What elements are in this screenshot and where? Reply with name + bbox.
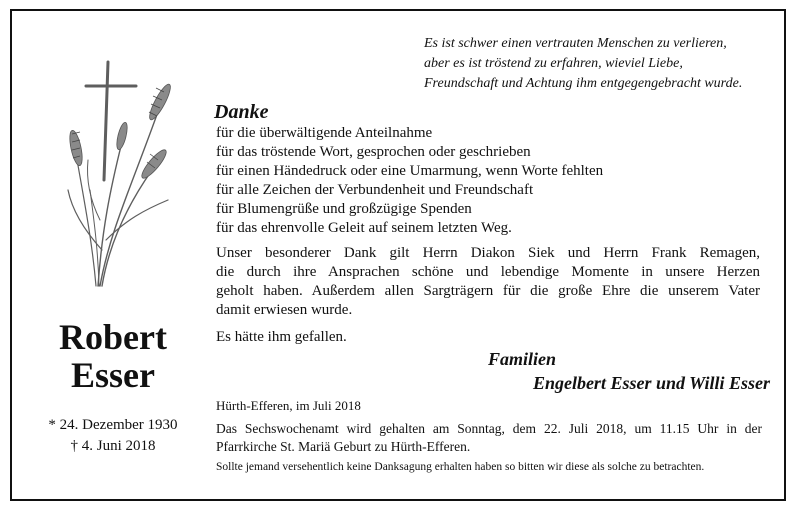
deceased-first-name: Robert [59, 317, 167, 357]
mass-notice [216, 420, 762, 456]
cross-with-wheat-icon [64, 50, 184, 290]
epigraph-quote [424, 34, 770, 94]
death-date: † 4. Juni 2018 [70, 438, 156, 454]
mass-notice-line: Das Sechswochenamt wird gehalten am Sonntag, dem 22. Juli 2018, um 11.15 Uhr in der [216, 421, 762, 436]
special-thanks-line: Unser besonderer Dank gilt Herrn Diakon Siek und Herrn Frank Remagen, [216, 245, 760, 261]
thanks-item: für einen Händedruck oder eine Umarmung, wenn Worte fehlten [216, 163, 604, 179]
closing-sentence: Es hätte ihm gefallen. [216, 329, 347, 345]
thanks-item: für das tröstende Wort, gesprochen oder geschrieben [216, 144, 531, 160]
signatories-label: Familien [488, 349, 557, 369]
deceased-last-name: Esser [71, 355, 155, 395]
birth-date: * 24. Dezember 1930 [48, 417, 178, 433]
quote-line: aber es ist tröstend zu erfahren, wieviel Liebe, [424, 56, 683, 71]
mass-notice-line: Pfarrkirche St. Mariä Geburt zu Hürth-Efferen. [216, 439, 471, 454]
special-thanks-line: geholt haben. Außerdem allen Sargträgern für die große Ehre die unserem Vater [216, 283, 760, 299]
thanks-heading: Danke [214, 101, 269, 123]
quote-line: Freundschaft und Achtung ihm entgegengebracht wurde. [424, 76, 743, 91]
special-thanks-line: damit erwiesen wurde. [216, 302, 353, 318]
footnote: Sollte jemand versehentlich keine Danksagung erhalten haben so bitten wir diese als solche zu betrachten. [216, 461, 705, 473]
quote-line: Es ist schwer einen vertrauten Menschen zu verlieren, [424, 36, 727, 51]
signatories-names: Engelbert Esser und Willi Esser [532, 373, 770, 393]
thanks-item: für das ehrenvolle Geleit auf seinem letzten Weg. [216, 220, 512, 236]
deceased-name [38, 318, 188, 394]
special-thanks-line: die durch ihre Ansprachen schöne und lebendige Momente in unsere Herzen [216, 264, 760, 280]
thanks-item: für alle Zeichen der Verbundenheit und Freundschaft [216, 182, 534, 198]
thanks-item: für die überwältigende Anteilnahme [216, 125, 433, 141]
special-thanks-paragraph [216, 244, 760, 320]
place-and-date: Hürth-Efferen, im Juli 2018 [216, 398, 361, 413]
life-dates [30, 415, 196, 457]
signatories [480, 347, 770, 395]
thanks-list [216, 124, 776, 238]
thanks-item: für Blumengrüße und großzügige Spenden [216, 201, 472, 217]
